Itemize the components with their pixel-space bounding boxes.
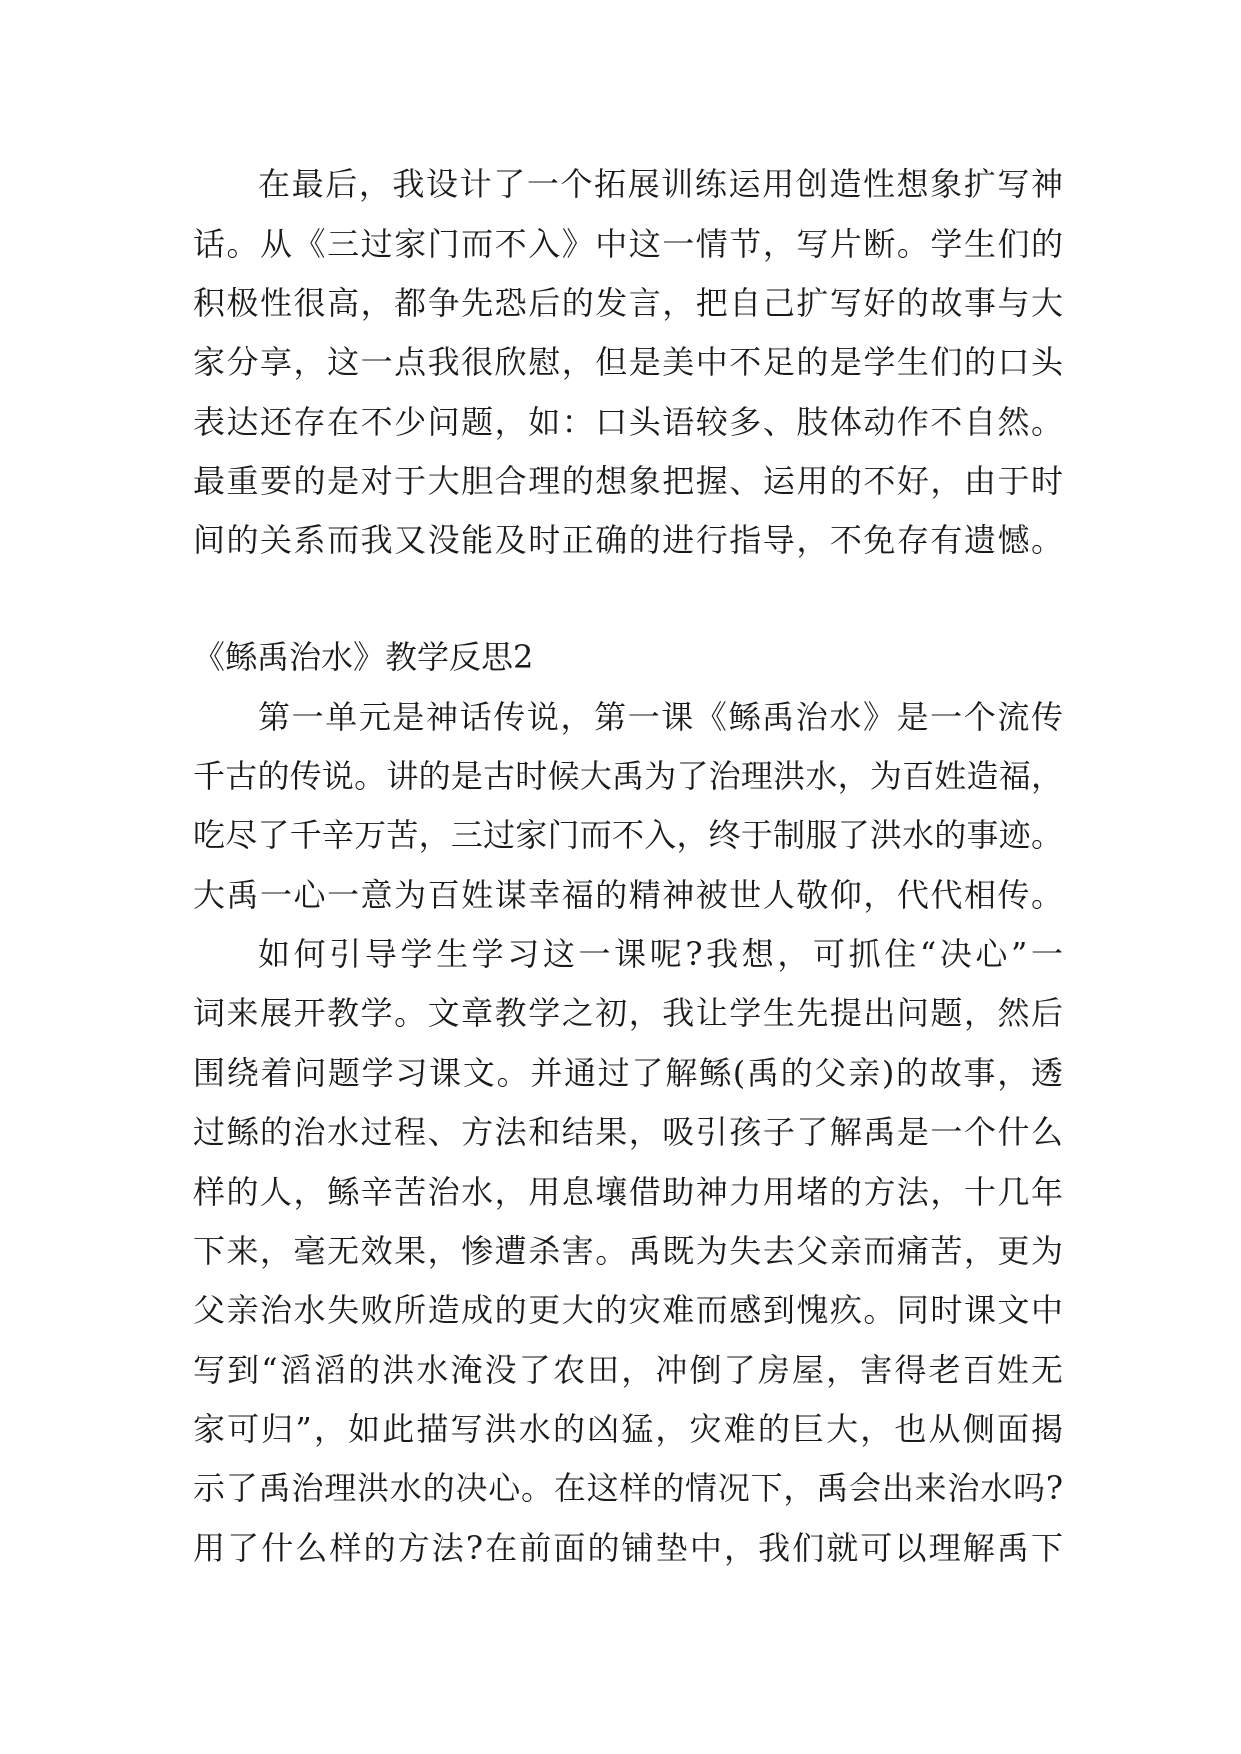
- paragraph-3-line-6: 下来，毫无效果，惨遭杀害。禹既为失去父亲而痛苦，更为: [193, 1232, 1063, 1270]
- paragraph-3-line-5: 样的人，鲧辛苦治水，用息壤借助神力用堵的方法，十几年: [193, 1173, 1063, 1211]
- paragraph-1-line-2: 话。从《三过家门而不入》中这一情节，写片断。学生们的: [193, 225, 1063, 263]
- paragraph-1-line-4: 家分享，这一点我很欣慰，但是美中不足的是学生们的口头: [193, 343, 1063, 381]
- paragraph-3-line-7: 父亲治水失败所造成的更大的灾难而感到愧疚。同时课文中: [193, 1291, 1063, 1329]
- paragraph-3-line-3: 围绕着问题学习课文。并通过了解鲧(禹的父亲)的故事，透: [193, 1054, 1063, 1092]
- paragraph-1-line-3: 积极性很高，都争先恐后的发言，把自己扩写好的故事与大: [193, 284, 1063, 322]
- paragraph-3-line-1: 如何引导学生学习这一课呢?我想，可抓住“决心”一: [258, 935, 1063, 973]
- paragraph-3-line-11: 用了什么样的方法?在前面的铺垫中，我们就可以理解禹下: [193, 1529, 1063, 1567]
- paragraph-3-line-8: 写到“滔滔的洪水淹没了农田，冲倒了房屋，害得老百姓无: [193, 1351, 1063, 1389]
- paragraph-1-line-5: 表达还存在不少问题，如：口头语较多、肢体动作不自然。: [193, 403, 1063, 441]
- paragraph-3-line-10: 示了禹治理洪水的决心。在这样的情况下，禹会出来治水吗?: [193, 1469, 1063, 1507]
- paragraph-2-line-3: 吃尽了千辛万苦，三过家门而不入，终于制服了洪水的事迹。: [193, 816, 1063, 854]
- paragraph-3-line-9: 家可归”，如此描写洪水的凶猛，灾难的巨大，也从侧面揭: [193, 1410, 1063, 1448]
- paragraph-3-line-4: 过鲧的治水过程、方法和结果，吸引孩子了解禹是一个什么: [193, 1113, 1063, 1151]
- paragraph-3-line-2: 词来展开教学。文章教学之初，我让学生先提出问题，然后: [193, 994, 1063, 1032]
- paragraph-1-line-7: 间的关系而我又没能及时正确的进行指导，不免存有遗憾。: [193, 521, 1063, 559]
- paragraph-2-line-4: 大禹一心一意为百姓谋幸福的精神被世人敬仰，代代相传。: [193, 876, 1063, 914]
- section-heading: 《鲧禹治水》教学反思2: [193, 638, 534, 676]
- paragraph-1-line-1: 在最后，我设计了一个拓展训练运用创造性想象扩写神: [258, 165, 1063, 203]
- paragraph-1-line-6: 最重要的是对于大胆合理的想象把握、运用的不好，由于时: [193, 462, 1063, 500]
- paragraph-2-line-2: 千古的传说。讲的是古时候大禹为了治理洪水，为百姓造福，: [193, 757, 1063, 795]
- paragraph-2-line-1: 第一单元是神话传说，第一课《鲧禹治水》是一个流传: [258, 698, 1063, 736]
